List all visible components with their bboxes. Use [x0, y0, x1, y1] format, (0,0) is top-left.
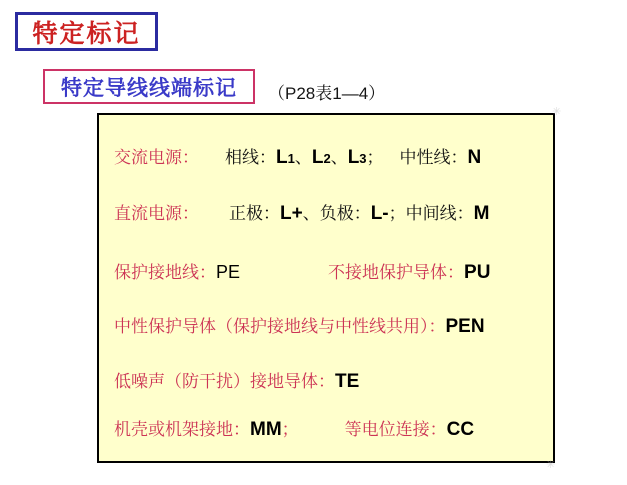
text-segment: L: [311, 147, 324, 168]
text-segment: 相线：: [225, 148, 276, 167]
text-segment: 不接地保护导体：: [328, 263, 465, 282]
line-low-noise-earth: [114, 367, 359, 393]
text-segment: L-: [370, 203, 389, 224]
text-segment: 机壳或机架接地：: [114, 420, 250, 439]
text-segment: ；中间线：: [388, 204, 474, 223]
text-segment: MM: [250, 419, 282, 440]
line-pen-conductor: [114, 312, 485, 338]
text-segment: L: [276, 147, 288, 168]
marking-panel: [97, 113, 555, 463]
title-box: [15, 12, 158, 51]
text-segment: PU: [464, 262, 491, 283]
text-segment: 、: [330, 148, 348, 167]
text-segment: L+: [280, 203, 303, 224]
watermark-icon: ✳: [546, 459, 556, 471]
text-segment: TE: [335, 371, 360, 392]
subtitle-box: [43, 69, 255, 104]
text-segment: PEN: [445, 316, 485, 337]
text-segment: ；: [281, 420, 299, 439]
text-segment: N: [467, 147, 482, 168]
subtitle-text: 特定导线线端标记: [61, 75, 237, 100]
text-segment: 保护接地线：: [114, 263, 216, 282]
text-segment: M: [473, 203, 490, 224]
text-segment: 等电位连接：: [344, 420, 447, 439]
text-segment: 中性保护导体（保护接地线与中性线共用）：: [114, 317, 446, 336]
title-text: 特定标记: [32, 20, 141, 48]
text-segment: L: [347, 147, 360, 168]
line-frame-earth-equipotential: [114, 415, 474, 441]
line-dc-power: [114, 199, 489, 225]
text-segment: 3: [359, 151, 367, 166]
text-segment: 直流电源：: [114, 204, 199, 223]
text-segment: 交流电源：: [114, 148, 199, 167]
text-segment: 中性线：: [399, 148, 468, 167]
text-segment: 正极：: [229, 204, 280, 223]
line-protective-earth: [114, 258, 490, 284]
text-segment: 低噪声（防干扰）接地导体：: [114, 372, 335, 391]
text-segment: PE: [216, 262, 241, 282]
line-ac-power: [114, 143, 481, 169]
text-segment: 、负极：: [302, 204, 371, 223]
text-segment: ；: [366, 148, 384, 167]
text-segment: 1: [287, 151, 295, 166]
text-segment: 2: [323, 151, 331, 166]
text-segment: CC: [446, 419, 475, 440]
text-segment: 、: [294, 148, 312, 167]
page-reference-note: （P28表1—4）: [268, 84, 386, 103]
watermark-icon: ✳: [552, 106, 562, 118]
